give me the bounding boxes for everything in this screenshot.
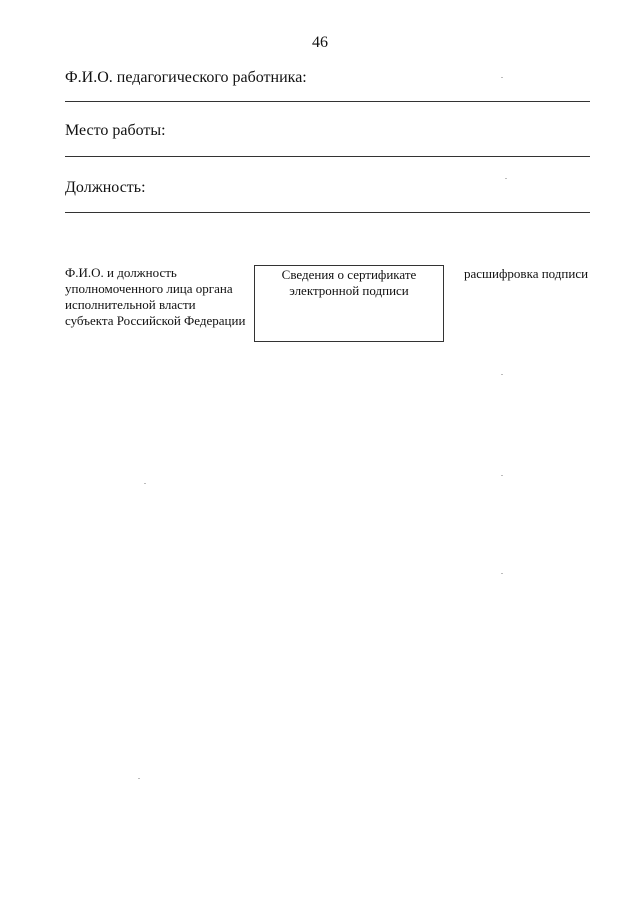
scan-speck	[501, 374, 503, 375]
scan-speck	[501, 475, 503, 476]
signatory-label-line: Ф.И.О. и должность	[65, 265, 177, 280]
position-label: Должность:	[65, 179, 146, 196]
scan-speck	[505, 178, 507, 179]
workplace-line[interactable]	[65, 156, 590, 157]
scan-speck	[138, 778, 140, 779]
certificate-line: Сведения о сертификате	[281, 267, 417, 282]
signatory-label	[65, 265, 255, 329]
signatory-label-line: уполномоченного лица органа	[65, 281, 233, 296]
teacher-name-line[interactable]	[65, 101, 590, 102]
signatory-label-line: исполнительной власти	[65, 297, 196, 312]
workplace-label: Место работы:	[65, 122, 166, 139]
certificate-box	[254, 265, 444, 342]
certificate-text	[255, 267, 443, 299]
certificate-line: электронной подписи	[289, 283, 409, 298]
teacher-name-label: Ф.И.О. педагогического работника:	[65, 69, 307, 86]
scan-speck	[144, 483, 146, 484]
signature-decoding-label: расшифровка подписи	[464, 266, 589, 281]
scan-speck	[501, 573, 503, 574]
scan-speck	[501, 77, 503, 78]
signatory-label-line: субъекта Российской Федерации	[65, 313, 246, 328]
position-line[interactable]	[65, 212, 590, 213]
page-number: 46	[312, 34, 328, 51]
